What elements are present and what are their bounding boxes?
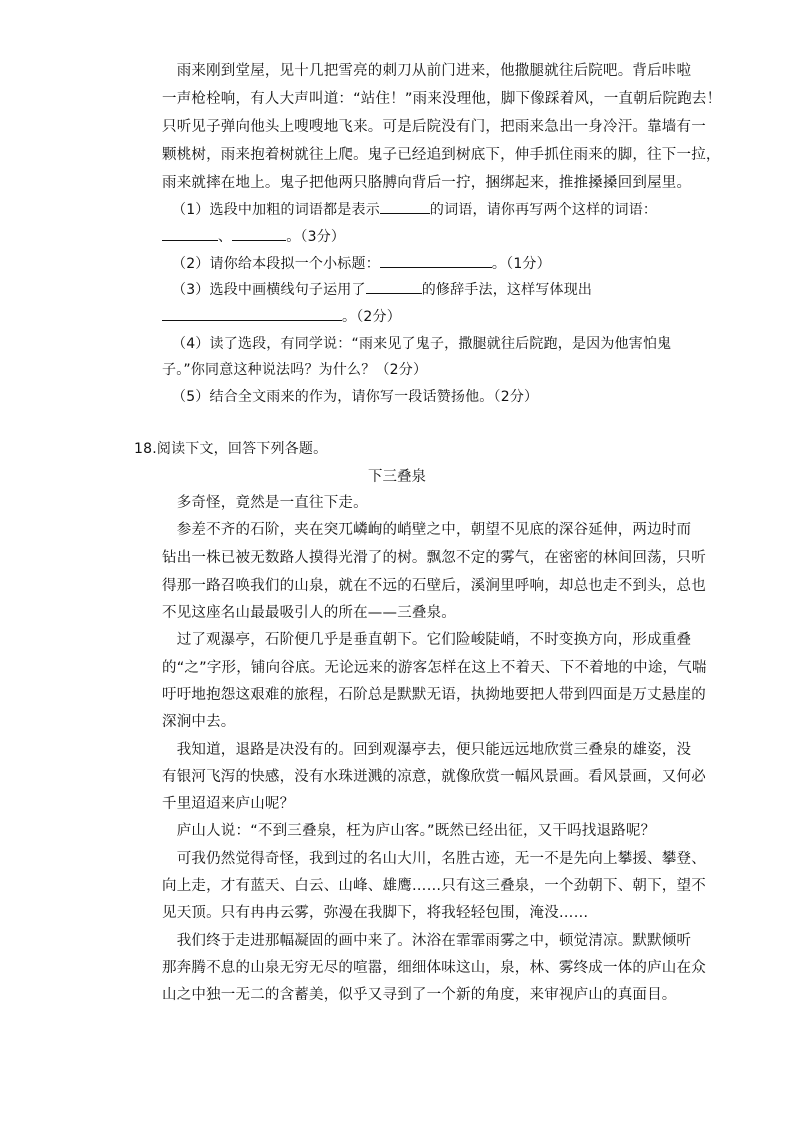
question-2: [172, 251, 551, 278]
passage-line: 雨来就摔在地上。鬼子把他两只胳膊向背后一拧，捆绑起来，推推搡搡回到屋里。: [162, 175, 692, 191]
question-text: （3）选段中画横线句子运用了: [172, 282, 366, 298]
question-text: 、: [218, 229, 233, 245]
passage-line: 一声枪栓响，有人大声叫道：“站住！”雨来没理他，脚下像踩着风，一直朝后院跑去！: [162, 91, 722, 107]
passage-line: 不见这座名山最最吸引人的所在——三叠泉。: [162, 605, 456, 621]
passage-line: 钻出一株已被无数路人摸得光滑了的树。飘忽不定的雾气，在密密的林间回荡，只听: [162, 550, 706, 566]
passage-line: 的“之”字形，铺向谷底。无论远来的游客怎样在这上不着天、下不着地的中途，气喘: [162, 660, 707, 676]
answer-blank[interactable]: [232, 226, 286, 241]
question-4-cont: 子。”你同意这种说法吗？为什么？（2分）: [162, 362, 428, 378]
section-heading: 18.阅读下文，回答下列各题。: [134, 441, 328, 457]
question-1: [172, 197, 657, 224]
question-3: [172, 277, 592, 304]
passage-line: 可我仍然觉得奇怪，我到过的名山大川，名胜古迹，无一不是先向上攀援、攀登、: [162, 851, 706, 867]
passage-title: 下三叠泉: [368, 469, 426, 485]
passage-line: 向上走，才有蓝天、白云、山峰、雄鹰……只有这三叠泉，一个劲朝下、朝下，望不: [162, 878, 706, 894]
passage-line: 吁吁地抱怨这艰难的旅程，石阶总是默默无语，执拗地要把人带到四面是万丈悬崖的: [162, 687, 706, 703]
passage-line: 过了观瀑亭，石阶便几乎是垂直朝下。它们险峻陡峭，不时变换方向，形成重叠: [162, 632, 692, 648]
answer-blank[interactable]: [162, 226, 218, 241]
passage-line: 我知道，退路是决没有的。回到观瀑亭去，便只能远远地欣赏三叠泉的雄姿，没: [162, 742, 692, 758]
passage-line: 那奔腾不息的山泉无穷无尽的喧嚣，细细体味这山，泉，林、雾终成一体的庐山在众: [162, 960, 706, 976]
passage-line: 只听见子弹向他头上嗖嗖地飞来。可是后院没有门，把雨来急出一身冷汗。靠墙有一: [162, 119, 706, 135]
question-text: 。（1分）: [491, 256, 551, 272]
passage-line: 山之中独一无二的含蓄美，似乎又寻到了一个新的角度，来审视庐山的真面目。: [162, 987, 677, 1003]
question-1-answers: [162, 224, 345, 251]
passage-line: 我们终于走进那幅凝固的画中来了。沐浴在霏霏雨雾之中，顿觉清凉。默默倾听: [162, 933, 692, 949]
answer-blank[interactable]: [162, 306, 342, 321]
passage-line: 有银河飞泻的快感，没有水珠迸溅的凉意，就像欣赏一幅风景画。看风景画，又何必: [162, 769, 706, 785]
question-3-answer: [162, 304, 401, 331]
passage-line: 雨来刚到堂屋，见十几把雪亮的刺刀从前门进来，他撒腿就往后院吧。背后咔啦: [162, 63, 692, 79]
question-text: （2）请你给本段拟一个小标题：: [172, 256, 380, 272]
question-text: 。（2分）: [342, 309, 401, 325]
passage-line: 千里迢迢来庐山呢？: [162, 796, 295, 812]
passage-line: 得那一路召唤我们的山泉，就在不远的石壁后，溪涧里呼响，却总也走不到头，总也: [162, 578, 706, 594]
question-text: 的词语，请你再写两个这样的词语：: [429, 202, 658, 218]
answer-blank[interactable]: [380, 253, 492, 268]
answer-blank[interactable]: [366, 279, 422, 294]
passage-line: 颗桃树，雨来抱着树就往上爬。鬼子已经追到树底下，伸手抓住雨来的脚，往下一拉，: [162, 147, 721, 163]
question-4: （4）读了选段，有同学说：“雨来见了鬼子，撒腿就往后院跑，是因为他害怕鬼: [172, 336, 672, 352]
passage-line: 参差不齐的石阶，夹在突兀嶙峋的峭壁之中，朝望不见底的深谷延伸，两边时而: [162, 522, 692, 538]
question-text: 。（3分）: [286, 229, 346, 245]
answer-blank[interactable]: [380, 199, 430, 214]
question-text: （1）选段中加粗的词语都是表示: [172, 202, 380, 218]
passage-line: 深涧中去。: [162, 714, 236, 730]
question-5: （5）结合全文雨来的作为，请你写一段话赞扬他。（2分）: [172, 389, 539, 405]
passage-line: 多奇怪，竟然是一直往下走。: [162, 495, 368, 511]
passage-line: 见天顶。只有冉冉云雾，弥漫在我脚下，将我轻轻包围，淹没……: [162, 905, 589, 921]
passage-line: 庐山人说：“不到三叠泉，枉为庐山客。”既然已经出征，又干吗找退路呢？: [162, 823, 656, 839]
question-text: 的修辞手法，这样写体现出: [421, 282, 593, 298]
